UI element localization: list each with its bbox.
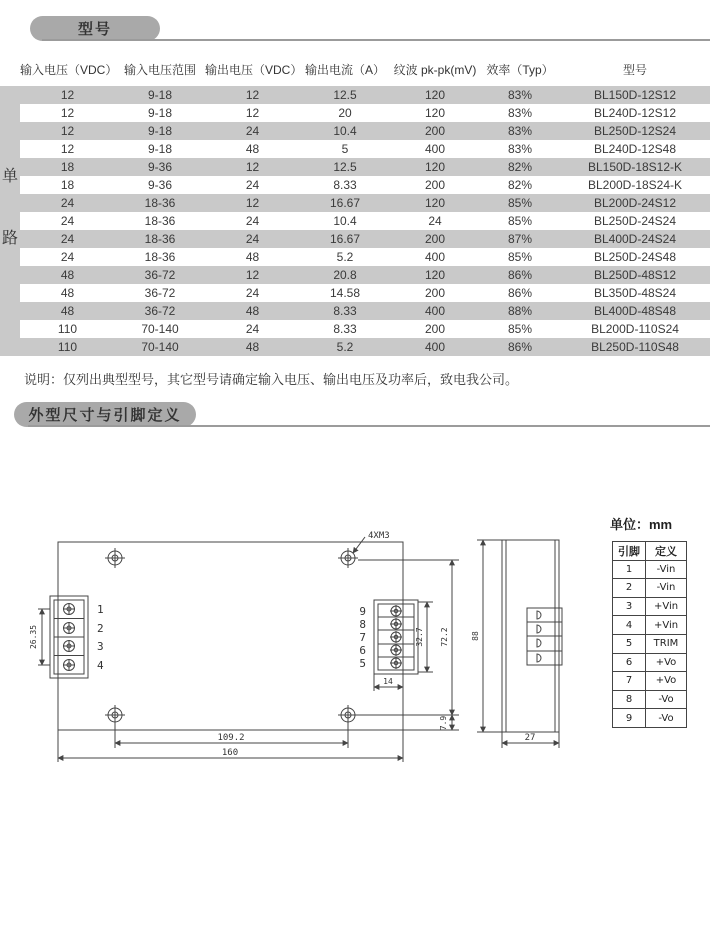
pin-table-cell: +Vo (646, 653, 687, 672)
pin-number: 6 (359, 644, 366, 657)
table-cell: 200 (424, 124, 446, 138)
drawing-labels (29, 531, 535, 758)
table-cell: 24 (245, 124, 260, 138)
table-row (20, 176, 710, 194)
table-cell: 12 (60, 124, 75, 138)
dim-text-total-width: 160 (221, 748, 239, 758)
input-terminal-block (50, 596, 88, 678)
column-header: 纹波 pk-pk(mV) (393, 62, 477, 77)
table-cell: 16.67 (329, 232, 361, 246)
table-cell: 400 (424, 250, 446, 264)
table-cell: 48 (60, 304, 75, 318)
table-cell: BL150D-18S12-K (587, 160, 683, 174)
table-cell: 12 (245, 106, 260, 120)
table-cell: 200 (424, 286, 446, 300)
table-cell: 18-36 (144, 232, 176, 246)
table-row (20, 140, 710, 158)
table-cell: 24 (60, 196, 75, 210)
table-cell: 16.67 (329, 196, 361, 210)
pin-table-cell: TRIM (646, 634, 687, 653)
table-cell: 48 (60, 286, 75, 300)
table-cell: 9-36 (147, 160, 173, 174)
mounting-hole-icon (338, 705, 358, 725)
table-cell: 24 (245, 178, 260, 192)
table-row (20, 194, 710, 212)
dim-text-right-block: 32.7 (415, 627, 424, 647)
dim-text-depth: 27 (524, 733, 536, 743)
table-cell: 70-140 (141, 340, 179, 354)
table-cell: 12 (60, 106, 75, 120)
terminal-screw-icon (390, 657, 402, 669)
pin-table-cell: -Vo (646, 690, 687, 709)
screw-side-icon (537, 654, 541, 662)
mounting-hole-icon (105, 548, 125, 568)
table-cell: 9-18 (147, 124, 173, 138)
unit-label: 单位：mm (610, 517, 673, 532)
table-cell: 12.5 (333, 88, 357, 102)
mounting-hole-icon (105, 705, 125, 725)
table-cell: 200 (424, 178, 446, 192)
dim-text-hole-pitch: 109.2 (217, 733, 245, 743)
table-cell: 120 (424, 160, 446, 174)
table-cell: 12 (60, 88, 75, 102)
table-cell: 5.2 (336, 340, 354, 354)
table-cell: 85% (507, 214, 533, 228)
table-cell: 120 (424, 196, 446, 210)
screw-side-icon (537, 639, 541, 647)
dimension-drawing (0, 430, 720, 830)
table-cell: 110 (57, 322, 78, 336)
table-cell: 120 (424, 268, 446, 282)
column-header: 效率（Typ） (486, 62, 554, 77)
table-cell: 120 (424, 88, 446, 102)
terminal-screw-icon (390, 605, 402, 617)
table-row (20, 122, 710, 140)
table-cell: 87% (507, 232, 533, 246)
pin-table-row (613, 634, 687, 653)
terminal-screw-icon (63, 622, 75, 634)
pin-number: 7 (359, 631, 366, 644)
table-cell: 24 (60, 250, 75, 264)
table-cell: 48 (245, 250, 260, 264)
table-cell: 48 (245, 304, 260, 318)
terminal-screw-icon (390, 618, 402, 630)
table-cell: 24 (60, 214, 75, 228)
table-cell: 8.33 (333, 322, 357, 336)
table-cell: BL150D-12S12 (593, 88, 677, 102)
table-cell: 12 (245, 268, 260, 282)
table-cell: BL200D-24S12 (593, 196, 677, 210)
table-cell: 400 (424, 340, 446, 354)
table-cell: 48 (60, 268, 75, 282)
pin-table-cell: 8 (613, 690, 646, 709)
table-cell: 8.33 (333, 178, 357, 192)
table-cell: 18 (60, 160, 75, 174)
table-cell: 120 (424, 106, 446, 120)
table-row (20, 158, 710, 176)
table-cell: 36-72 (144, 268, 176, 282)
dim-left-block (38, 609, 50, 665)
table-cell: BL350D-48S24 (593, 286, 677, 300)
side-terminal-block (527, 608, 562, 665)
column-header: 输出电流（A） (304, 62, 385, 77)
table-cell: 86% (507, 340, 533, 354)
pin-table-row (613, 690, 687, 709)
table-cell: 14.58 (329, 286, 361, 300)
section-title-models: 型号 (30, 16, 160, 41)
table-cell: 5.2 (336, 250, 354, 264)
table-cell: 200 (424, 232, 446, 246)
pin-number: 8 (359, 618, 366, 631)
table-cell: 18 (60, 178, 75, 192)
dim-text-block-width: 14 (383, 677, 393, 686)
table-cell: 24 (60, 232, 75, 246)
table-cell: 10.4 (333, 214, 357, 228)
table-cell: 400 (424, 304, 446, 318)
table-cell: 48 (245, 340, 260, 354)
table-cell: 20 (338, 106, 352, 120)
column-header: 输入电压（VDC） (20, 62, 118, 77)
table-cell: 12 (60, 142, 75, 156)
table-cell: 36-72 (144, 286, 176, 300)
pin-table-cell: 2 (613, 579, 646, 598)
dim-text-bottom-offset: 7.9 (439, 715, 448, 731)
pin-definition-table (612, 541, 687, 728)
dim-text-left-block: 26.35 (29, 624, 38, 650)
side-view (477, 540, 562, 748)
column-header: 型号 (622, 62, 647, 77)
pin-table-row (613, 597, 687, 616)
table-cell: 24 (245, 232, 260, 246)
pin-table-row (613, 579, 687, 598)
section-title-dimensions: 外型尺寸与引脚定义 (14, 402, 196, 427)
note-text: 说明：仅列出典型型号，其它型号请确定输入电压、输出电压及功率后，致电我公司。 (24, 372, 519, 387)
table-cell: 9-18 (147, 106, 173, 120)
table-cell: 110 (57, 340, 78, 354)
table-row (20, 320, 710, 338)
pin-number: 1 (97, 603, 104, 616)
pin-table-header-row (613, 542, 687, 561)
model-table-header-row (20, 52, 710, 86)
terminal-screw-icon (63, 659, 75, 671)
table-row (20, 266, 710, 284)
table-cell: BL250D-24S24 (593, 214, 677, 228)
pin-column-header: 定义 (646, 542, 687, 561)
table-cell: 5 (341, 142, 349, 156)
pin-table-row (613, 653, 687, 672)
pin-number: 3 (97, 640, 104, 653)
table-cell: BL250D-110S48 (591, 340, 679, 354)
table-cell: 83% (507, 88, 533, 102)
pin-table-row (613, 672, 687, 691)
pin-table-row (613, 616, 687, 635)
terminal-screw-icon (390, 644, 402, 656)
table-row (20, 104, 710, 122)
table-cell: 86% (507, 268, 533, 282)
table-cell: 86% (507, 286, 533, 300)
channel-type-label: 单 (2, 168, 19, 185)
table-row (20, 248, 710, 266)
table-cell: BL250D-24S48 (593, 250, 677, 264)
table-cell: 24 (245, 286, 260, 300)
table-cell: 12 (245, 196, 260, 210)
table-row (20, 302, 710, 320)
channel-type-strip (0, 86, 20, 356)
model-table (20, 52, 710, 356)
table-cell: 200 (424, 322, 446, 336)
column-header: 输入电压范围 (123, 62, 196, 77)
table-cell: BL400D-24S24 (593, 232, 677, 246)
column-header: 输出电压（VDC） (205, 62, 303, 77)
pin-table-cell: 7 (613, 672, 646, 691)
table-cell: 8.33 (333, 304, 357, 318)
pin-number: 4 (97, 659, 104, 672)
pin-number: 2 (97, 622, 104, 635)
table-cell: BL250D-48S12 (593, 268, 677, 282)
terminal-screw-icon (63, 603, 75, 615)
terminal-screw-icon (390, 631, 402, 643)
screw-side-icon (537, 611, 541, 619)
table-cell: 85% (507, 196, 533, 210)
table-cell: 9-18 (147, 142, 173, 156)
terminal-screw-icon (63, 640, 75, 652)
table-cell: 83% (507, 142, 533, 156)
table-cell: 85% (507, 322, 533, 336)
table-cell: 70-140 (141, 322, 179, 336)
table-cell: BL400D-48S48 (593, 304, 677, 318)
pin-table-cell: 5 (613, 634, 646, 653)
table-cell: 18-36 (144, 250, 176, 264)
pin-table-cell: 9 (613, 709, 646, 728)
dim-text-height: 88 (471, 631, 480, 641)
table-cell: 18-36 (144, 214, 176, 228)
dim-height (477, 540, 502, 732)
table-cell: 48 (245, 142, 260, 156)
section-rule-dimensions (28, 425, 710, 427)
table-cell: BL240D-12S48 (593, 142, 677, 156)
section-rule-models (42, 39, 710, 41)
table-row (20, 284, 710, 302)
channel-type-label: 路 (2, 230, 19, 247)
screw-spec-label: 4XM3 (368, 531, 390, 541)
table-cell: 20.8 (333, 268, 357, 282)
table-cell: 9-36 (147, 178, 173, 192)
pin-column-header: 引脚 (613, 542, 646, 561)
table-cell: 12 (245, 160, 260, 174)
table-cell: 24 (428, 214, 442, 228)
pin-table-cell: -Vin (646, 579, 687, 598)
table-cell: 18-36 (144, 196, 176, 210)
pin-table-cell: 3 (613, 597, 646, 616)
table-cell: BL250D-12S24 (593, 124, 677, 138)
table-cell: 83% (507, 106, 533, 120)
pin-table-cell: -Vo (646, 709, 687, 728)
table-cell: BL200D-110S24 (591, 322, 679, 336)
pin-number: 5 (359, 657, 366, 670)
table-cell: 36-72 (144, 304, 176, 318)
table-cell: 88% (507, 304, 533, 318)
pin-table-cell: +Vin (646, 597, 687, 616)
table-cell: 9-18 (147, 88, 173, 102)
table-cell: 400 (424, 142, 446, 156)
table-row (20, 338, 710, 356)
table-cell: 85% (507, 250, 533, 264)
table-cell: 12.5 (333, 160, 357, 174)
pin-table-cell: +Vin (646, 616, 687, 635)
pin-table-cell: -Vin (646, 560, 687, 579)
output-terminal-block (374, 600, 418, 674)
table-cell: BL240D-12S12 (593, 106, 677, 120)
dim-bottom-offset (403, 715, 459, 730)
screw-side-icon (537, 625, 541, 633)
dim-text-pin-span: 72.2 (440, 627, 449, 647)
table-row (20, 86, 710, 104)
table-cell: 82% (507, 160, 533, 174)
pin-table-cell: 4 (613, 616, 646, 635)
pin-table-row (613, 560, 687, 579)
pin-table-cell: 1 (613, 560, 646, 579)
table-cell: BL200D-18S24-K (587, 178, 683, 192)
table-cell: 83% (507, 124, 533, 138)
table-cell: 82% (507, 178, 533, 192)
table-row (20, 230, 710, 248)
table-cell: 24 (245, 214, 260, 228)
pin-table-cell: +Vo (646, 672, 687, 691)
table-cell: 12 (245, 88, 260, 102)
table-row (20, 212, 710, 230)
table-cell: 10.4 (333, 124, 357, 138)
pin-table-row (613, 709, 687, 728)
table-cell: 24 (245, 322, 260, 336)
pin-number: 9 (359, 605, 366, 618)
pin-table-cell: 6 (613, 653, 646, 672)
